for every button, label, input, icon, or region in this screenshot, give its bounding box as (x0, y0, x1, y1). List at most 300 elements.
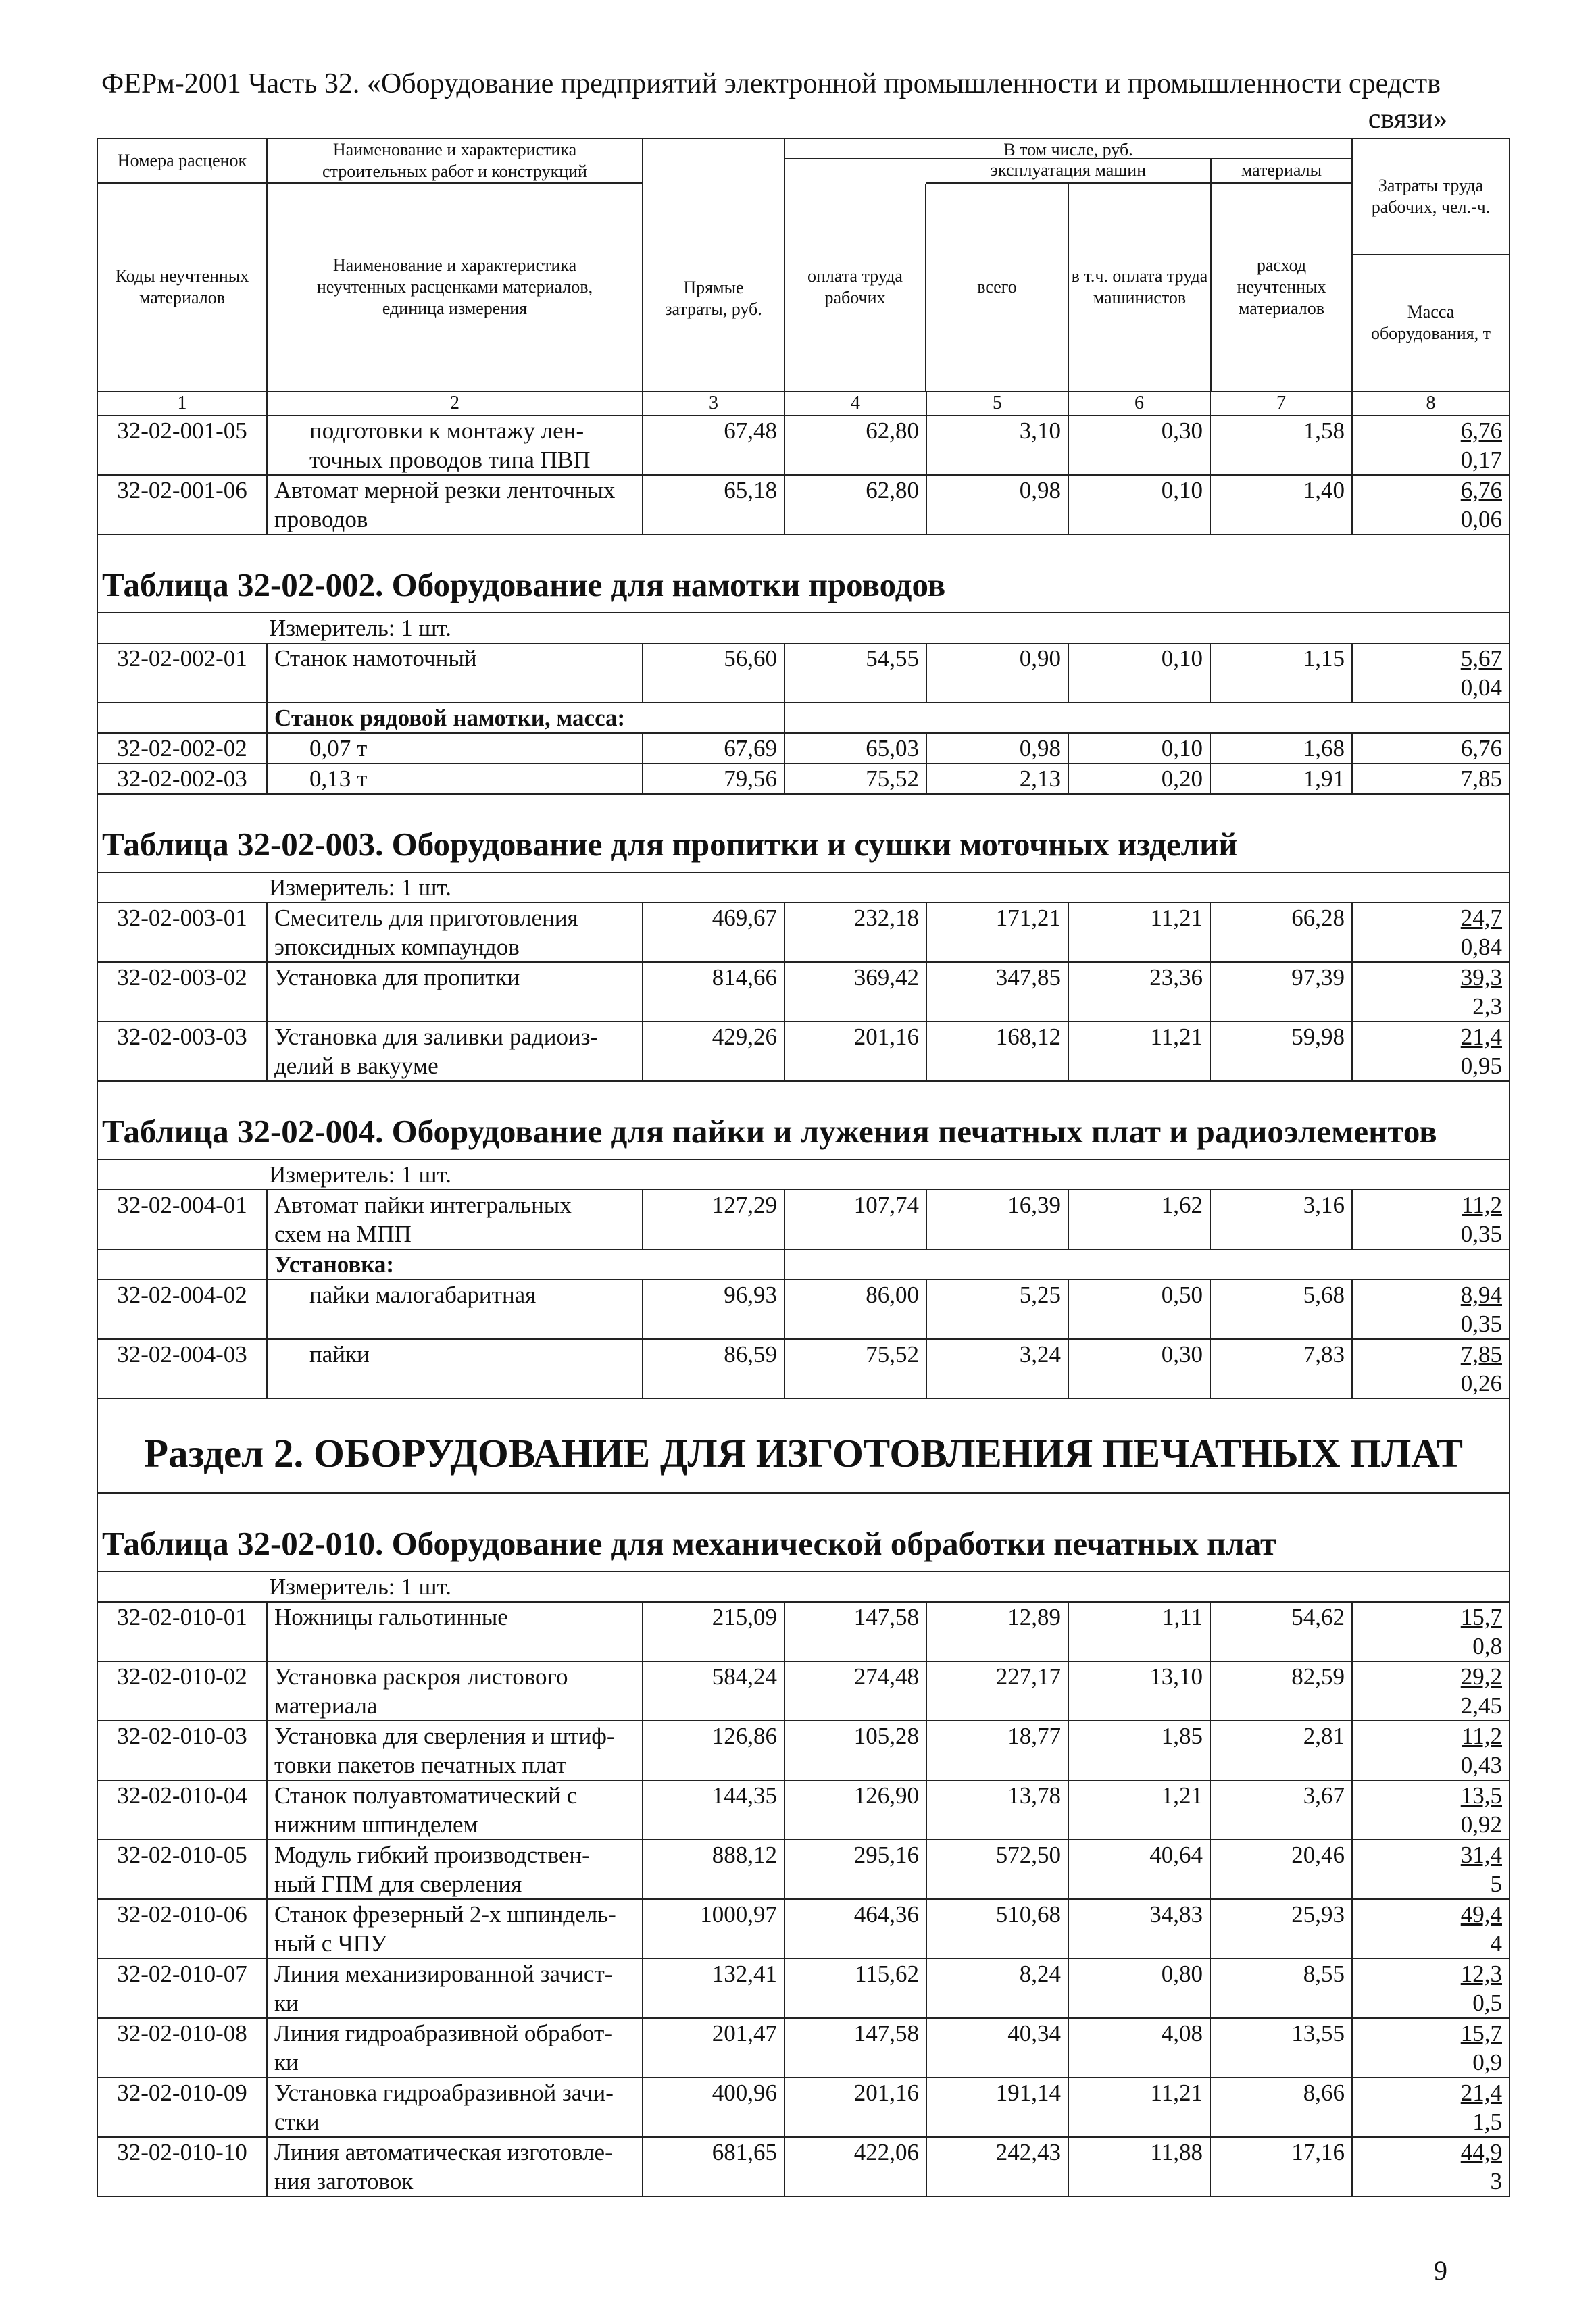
mass-value: 4 (1490, 1930, 1502, 1957)
col-group-header (784, 139, 1352, 391)
labor-mass-value (1352, 2018, 1510, 2078)
value-c5: 0,90 (926, 643, 1068, 703)
running-header: ФЕРм-2001 Часть 32. «Оборудование предприятий электронной промышленности и промышленности средств (101, 68, 1441, 99)
group-row (97, 1249, 1510, 1280)
labor-mass-value (1352, 1022, 1510, 1081)
value-c3: 1000,97 (643, 1899, 784, 1959)
work-name-line: Станок фрезерный 2-х шпиндель- (274, 1901, 616, 1928)
labor-mass-value (1352, 1840, 1510, 1899)
work-name (267, 1959, 643, 2018)
empty-cell (97, 703, 267, 733)
labor-mass-value (1352, 1280, 1510, 1339)
rates-table (97, 138, 1510, 2197)
measure-row (97, 1159, 1510, 1190)
labor-value: 8,94 (1460, 1282, 1502, 1308)
table-row (97, 1022, 1510, 1081)
value-c6: 1,11 (1068, 1602, 1210, 1661)
mass-value: 5 (1490, 1871, 1502, 1897)
work-name-line: пайки (309, 1341, 370, 1367)
table-row (97, 1661, 1510, 1721)
labor-value: 31,4 (1460, 1842, 1502, 1868)
value-c3: 127,29 (643, 1190, 784, 1249)
labor-value: 21,4 (1460, 1024, 1502, 1050)
table-row (97, 962, 1510, 1022)
labor-mass-value (1352, 643, 1510, 703)
rate-code: 32-02-002-02 (97, 733, 267, 763)
table-title (97, 1081, 1510, 1159)
labor-mass-value (1352, 1780, 1510, 1840)
mass-value: 0,5 (1472, 1990, 1502, 2016)
rate-code: 32-02-010-05 (97, 1840, 267, 1899)
work-name (267, 1840, 643, 1899)
measure-unit: Измеритель: 1 шт. (97, 613, 1510, 643)
value-c5: 572,50 (926, 1840, 1068, 1899)
mass-value: 0,06 (1460, 506, 1502, 532)
value-c4: 107,74 (784, 1190, 926, 1249)
value-c3: 201,47 (643, 2018, 784, 2078)
work-name (267, 962, 643, 1022)
empty-cell (784, 703, 1510, 733)
value-c7: 2,81 (1210, 1721, 1352, 1780)
rate-code: 32-02-001-05 (97, 416, 267, 475)
work-name-line: ки (274, 2049, 299, 2076)
table-row (97, 1899, 1510, 1959)
work-name (267, 1721, 643, 1780)
table-row (97, 2078, 1510, 2137)
col-mass-label: Масса оборудования, т (1370, 302, 1491, 343)
value-c5: 0,98 (926, 475, 1068, 534)
col-number: 8 (1352, 391, 1510, 416)
work-name-line: подготовки к монтажу лен- (309, 418, 584, 444)
value-c6: 11,21 (1068, 1022, 1210, 1081)
col-works-label: Наименование и характеристика строительных работ и конструкций (268, 139, 642, 184)
labor-value: 5,67 (1460, 645, 1502, 672)
value-c3: 126,86 (643, 1721, 784, 1780)
value-c7: 5,68 (1210, 1280, 1352, 1339)
table-title (97, 794, 1510, 872)
labor-value: 7,85 (1460, 765, 1502, 792)
value-c3: 79,56 (643, 763, 784, 794)
value-c7: 1,91 (1210, 763, 1352, 794)
work-name (267, 903, 643, 962)
col-number: 2 (267, 391, 643, 416)
labor-value: 39,3 (1460, 964, 1502, 990)
labor-mass-value (1352, 962, 1510, 1022)
value-c6: 11,88 (1068, 2137, 1210, 2196)
value-c5: 347,85 (926, 962, 1068, 1022)
work-name-line: схем на МПП (274, 1221, 412, 1247)
rate-code: 32-02-010-06 (97, 1899, 267, 1959)
value-c4: 105,28 (784, 1721, 926, 1780)
work-name-line: 0,13 т (309, 765, 368, 792)
rate-code: 32-02-003-01 (97, 903, 267, 962)
value-c4: 369,42 (784, 962, 926, 1022)
table-row (97, 1602, 1510, 1661)
value-c7: 13,55 (1210, 2018, 1352, 2078)
mass-value: 2,3 (1472, 993, 1502, 1020)
value-c6: 0,20 (1068, 763, 1210, 794)
table-title-text: Таблица 32-02-002. Оборудование для намотки проводов (97, 534, 1510, 613)
col-materials-name-label: Наименование и характеристика неучтенных расценками материалов, единица измерения (316, 255, 593, 318)
work-name (267, 763, 643, 794)
value-c3: 144,35 (643, 1780, 784, 1840)
rate-code: 32-02-010-10 (97, 2137, 267, 2196)
rate-code: 32-02-002-01 (97, 643, 267, 703)
value-c5: 227,17 (926, 1661, 1068, 1721)
rate-code: 32-02-001-06 (97, 475, 267, 534)
work-name-line: нижним шпинделем (274, 1811, 478, 1838)
empty-cell (97, 1249, 267, 1280)
value-c6: 0,80 (1068, 1959, 1210, 2018)
value-c5: 16,39 (926, 1190, 1068, 1249)
work-name (267, 1661, 643, 1721)
mass-value: 0,8 (1472, 1633, 1502, 1659)
table-row (97, 1339, 1510, 1399)
value-c4: 115,62 (784, 1959, 926, 2018)
value-c6: 34,83 (1068, 1899, 1210, 1959)
value-c6: 4,08 (1068, 2018, 1210, 2078)
value-c6: 23,36 (1068, 962, 1210, 1022)
measure-row (97, 1571, 1510, 1602)
measure-unit: Измеритель: 1 шт. (97, 1571, 1510, 1602)
value-c7: 3,16 (1210, 1190, 1352, 1249)
work-name (267, 416, 643, 475)
col-number: 1 (97, 391, 267, 416)
group-label: В том числе, руб. (785, 139, 1351, 159)
mass-value: 0,17 (1460, 447, 1502, 473)
value-c6: 40,64 (1068, 1840, 1210, 1899)
table-row (97, 1190, 1510, 1249)
value-c5: 171,21 (926, 903, 1068, 962)
value-c7: 59,98 (1210, 1022, 1352, 1081)
value-c3: 56,60 (643, 643, 784, 703)
labor-mass-value (1352, 2137, 1510, 2196)
value-c3: 469,67 (643, 903, 784, 962)
value-c4: 201,16 (784, 2078, 926, 2137)
work-name-line: Модуль гибкий производствен- (274, 1842, 590, 1868)
labor-mass-value (1352, 1959, 1510, 2018)
labor-value: 15,7 (1460, 2020, 1502, 2046)
col-codes-header (97, 139, 267, 391)
value-c4: 274,48 (784, 1661, 926, 1721)
labor-value: 6,76 (1460, 735, 1502, 761)
rate-code: 32-02-004-01 (97, 1190, 267, 1249)
labor-mass-value (1352, 2078, 1510, 2137)
rate-code: 32-02-002-03 (97, 763, 267, 794)
value-c5: 191,14 (926, 2078, 1068, 2137)
value-c7: 25,93 (1210, 1899, 1352, 1959)
value-c7: 1,68 (1210, 733, 1352, 763)
mass-value: 2,45 (1460, 1692, 1502, 1719)
value-c7: 1,15 (1210, 643, 1352, 703)
value-c4: 126,90 (784, 1780, 926, 1840)
value-c5: 13,78 (926, 1780, 1068, 1840)
work-name-line: Линия автоматическая изготовле- (274, 2139, 613, 2165)
work-name-line: Линия механизированной зачист- (274, 1961, 613, 1987)
work-name (267, 733, 643, 763)
mass-value: 0,26 (1460, 1370, 1502, 1397)
labor-mass-value (1352, 763, 1510, 794)
mass-value: 0,92 (1460, 1811, 1502, 1838)
value-c4: 232,18 (784, 903, 926, 962)
mass-value: 1,5 (1472, 2109, 1502, 2135)
value-c7: 20,46 (1210, 1840, 1352, 1899)
labor-mass-value (1352, 416, 1510, 475)
work-name-line: Установка для заливки радиоиз- (274, 1024, 599, 1050)
labor-mass-value (1352, 903, 1510, 962)
work-name (267, 643, 643, 703)
value-c7: 17,16 (1210, 2137, 1352, 2196)
table-row (97, 1721, 1510, 1780)
group-label: Установка: (267, 1249, 784, 1280)
col-materials-codes-label: Коды неучтенных материалов (115, 266, 249, 307)
value-c6: 0,50 (1068, 1280, 1210, 1339)
work-name-line: материала (274, 1692, 378, 1719)
labor-value: 44,9 (1460, 2139, 1502, 2165)
labor-mass-value (1352, 733, 1510, 763)
section-heading (97, 1399, 1510, 1493)
value-c4: 464,36 (784, 1899, 926, 1959)
mass-value: 0,35 (1460, 1221, 1502, 1247)
col-materials-label: расход неучтенных материалов (1237, 255, 1326, 318)
value-c3: 86,59 (643, 1339, 784, 1399)
value-c7: 1,58 (1210, 416, 1352, 475)
value-c6: 0,30 (1068, 1339, 1210, 1399)
value-c4: 75,52 (784, 1339, 926, 1399)
value-c3: 681,65 (643, 2137, 784, 2196)
labor-mass-value (1352, 1190, 1510, 1249)
value-c6: 1,21 (1068, 1780, 1210, 1840)
value-c4: 62,80 (784, 475, 926, 534)
value-c6: 0,10 (1068, 733, 1210, 763)
work-name-line: Установка для сверления и штиф- (274, 1723, 615, 1749)
table-row (97, 2137, 1510, 2196)
col-direct-header: Прямые затраты, руб. (643, 139, 784, 391)
labor-value: 12,3 (1460, 1961, 1502, 1987)
labor-mass-value (1352, 1721, 1510, 1780)
col-rates-label: Номера расценок (98, 139, 266, 184)
value-c4: 62,80 (784, 416, 926, 475)
machines-label: эксплуатация машин (926, 159, 1210, 184)
table-row (97, 763, 1510, 794)
work-name-line: стки (274, 2109, 320, 2135)
col-number: 3 (643, 391, 784, 416)
work-name (267, 2018, 643, 2078)
col-labor-pay-label: оплата труда рабочих (785, 184, 926, 391)
col-number: 7 (1210, 391, 1352, 416)
value-c3: 132,41 (643, 1959, 784, 2018)
mass-value: 0,95 (1460, 1053, 1502, 1079)
value-c7: 66,28 (1210, 903, 1352, 962)
value-c5: 8,24 (926, 1959, 1068, 2018)
rate-code: 32-02-010-08 (97, 2018, 267, 2078)
value-c3: 67,69 (643, 733, 784, 763)
table-title-text: Таблица 32-02-004. Оборудование для пайки и лужения печатных плат и радиоэлементов (97, 1081, 1510, 1159)
value-c7: 54,62 (1210, 1602, 1352, 1661)
empty-cell (784, 1249, 1510, 1280)
labor-value: 11,2 (1462, 1192, 1502, 1218)
work-name-line: проводов (274, 506, 368, 532)
col-number: 5 (926, 391, 1068, 416)
section-heading-text: Раздел 2. ОБОРУДОВАНИЕ ДЛЯ ИЗГОТОВЛЕНИЯ ПЕЧАТНЫХ ПЛАТ (97, 1399, 1510, 1493)
work-name-line: Автомат мерной резки ленточных (274, 477, 616, 503)
col-labor-label: Затраты труда рабочих, чел.-ч. (1353, 139, 1509, 255)
work-name-line: Станок полуавтоматический с (274, 1782, 578, 1809)
labor-value: 15,7 (1460, 1604, 1502, 1630)
labor-value: 49,4 (1460, 1901, 1502, 1928)
work-name-line: Ножницы гальотинные (274, 1604, 508, 1630)
mass-value: 0,84 (1460, 934, 1502, 960)
table-title (97, 1493, 1510, 1571)
value-c7: 82,59 (1210, 1661, 1352, 1721)
value-c7: 1,40 (1210, 475, 1352, 534)
value-c5: 12,89 (926, 1602, 1068, 1661)
labor-value: 21,4 (1460, 2080, 1502, 2106)
col-name-header (267, 139, 643, 391)
work-name-line: Станок намоточный (274, 645, 477, 672)
table-title-text: Таблица 32-02-010. Оборудование для механической обработки печатных плат (97, 1493, 1510, 1571)
labor-mass-value (1352, 1661, 1510, 1721)
value-c3: 429,26 (643, 1022, 784, 1081)
value-c7: 8,66 (1210, 2078, 1352, 2137)
rate-code: 32-02-004-02 (97, 1280, 267, 1339)
value-c3: 584,24 (643, 1661, 784, 1721)
group-row (97, 703, 1510, 733)
labor-value: 11,2 (1462, 1723, 1502, 1749)
table-row (97, 2018, 1510, 2078)
work-name-line: пайки малогабаритная (309, 1282, 537, 1308)
table-row (97, 1280, 1510, 1339)
mass-value: 0,43 (1460, 1752, 1502, 1778)
work-name-line: Установка для пропитки (274, 964, 520, 990)
labor-value: 6,76 (1460, 418, 1502, 444)
work-name (267, 1280, 643, 1339)
value-c7: 97,39 (1210, 962, 1352, 1022)
table-row (97, 1840, 1510, 1899)
labor-mass-value (1352, 1602, 1510, 1661)
col-total-label: всего (926, 184, 1069, 391)
column-number-row (97, 391, 1510, 416)
value-c4: 147,58 (784, 1602, 926, 1661)
work-name-line: Автомат пайки интегральных (274, 1192, 572, 1218)
mass-value: 3 (1490, 2168, 1502, 2194)
table-row (97, 475, 1510, 534)
page-number: 9 (1434, 2255, 1447, 2286)
value-c4: 295,16 (784, 1840, 926, 1899)
work-name (267, 2078, 643, 2137)
table-row (97, 1780, 1510, 1840)
value-c5: 5,25 (926, 1280, 1068, 1339)
rate-code: 32-02-010-09 (97, 2078, 267, 2137)
work-name-line: точных проводов типа ПВП (309, 447, 591, 473)
value-c7: 7,83 (1210, 1339, 1352, 1399)
work-name-line: ный с ЧПУ (274, 1930, 387, 1957)
value-c6: 11,21 (1068, 2078, 1210, 2137)
labor-value: 29,2 (1460, 1663, 1502, 1690)
value-c5: 3,24 (926, 1339, 1068, 1399)
mass-value: 0,35 (1460, 1311, 1502, 1337)
work-name (267, 1899, 643, 1959)
value-c3: 888,12 (643, 1840, 784, 1899)
rate-code: 32-02-010-04 (97, 1780, 267, 1840)
rate-code: 32-02-010-07 (97, 1959, 267, 2018)
table-row (97, 643, 1510, 703)
measure-unit: Измеритель: 1 шт. (97, 1159, 1510, 1190)
labor-value: 7,85 (1460, 1341, 1502, 1367)
value-c3: 65,18 (643, 475, 784, 534)
table-row (97, 903, 1510, 962)
col-operators-label: в т.ч. оплата труда машинистов (1071, 266, 1208, 307)
running-header-continued: связи» (1368, 103, 1447, 134)
value-c4: 75,52 (784, 763, 926, 794)
materials-label: материалы (1212, 159, 1351, 184)
work-name-line: ный ГПМ для сверления (274, 1871, 522, 1897)
work-name-line (274, 992, 635, 1021)
value-c5: 510,68 (926, 1899, 1068, 1959)
rate-code: 32-02-010-02 (97, 1661, 267, 1721)
work-name-line: ния заготовок (274, 2168, 414, 2194)
rate-code: 32-02-004-03 (97, 1339, 267, 1399)
work-name-line: Смеситель для приготовления (274, 905, 578, 931)
rate-code: 32-02-003-03 (97, 1022, 267, 1081)
work-name (267, 475, 643, 534)
labor-mass-value (1352, 475, 1510, 534)
work-name (267, 1022, 643, 1081)
column-header-row (97, 139, 1510, 391)
value-c7: 3,67 (1210, 1780, 1352, 1840)
value-c7: 8,55 (1210, 1959, 1352, 2018)
labor-mass-value (1352, 1899, 1510, 1959)
value-c6: 1,85 (1068, 1721, 1210, 1780)
work-name (267, 1602, 643, 1661)
value-c6: 1,62 (1068, 1190, 1210, 1249)
labor-value: 24,7 (1460, 905, 1502, 931)
work-name (267, 1780, 643, 1840)
measure-unit: Измеритель: 1 шт. (97, 872, 1510, 903)
value-c4: 86,00 (784, 1280, 926, 1339)
value-c5: 242,43 (926, 2137, 1068, 2196)
value-c5: 168,12 (926, 1022, 1068, 1081)
value-c4: 54,55 (784, 643, 926, 703)
value-c5: 40,34 (926, 2018, 1068, 2078)
value-c5: 0,98 (926, 733, 1068, 763)
work-name-line: ки (274, 1990, 299, 2016)
mass-value: 0,9 (1472, 2049, 1502, 2076)
work-name-line: Установка гидроабразивной зачи- (274, 2080, 614, 2106)
mass-value: 0,04 (1460, 674, 1502, 701)
work-name-line: эпоксидных компаундов (274, 934, 520, 960)
measure-row (97, 872, 1510, 903)
value-c3: 67,48 (643, 416, 784, 475)
value-c3: 215,09 (643, 1602, 784, 1661)
value-c5: 18,77 (926, 1721, 1068, 1780)
work-name (267, 1339, 643, 1399)
labor-value: 6,76 (1460, 477, 1502, 503)
work-name-line: 0,07 т (309, 735, 368, 761)
value-c6: 0,10 (1068, 475, 1210, 534)
value-c6: 0,10 (1068, 643, 1210, 703)
col-number: 4 (784, 391, 926, 416)
value-c5: 2,13 (926, 763, 1068, 794)
table-row (97, 733, 1510, 763)
labor-mass-value (1352, 1339, 1510, 1399)
work-name-line (274, 1632, 635, 1661)
value-c6: 13,10 (1068, 1661, 1210, 1721)
table-row (97, 416, 1510, 475)
value-c3: 400,96 (643, 2078, 784, 2137)
table-title (97, 534, 1510, 613)
measure-row (97, 613, 1510, 643)
